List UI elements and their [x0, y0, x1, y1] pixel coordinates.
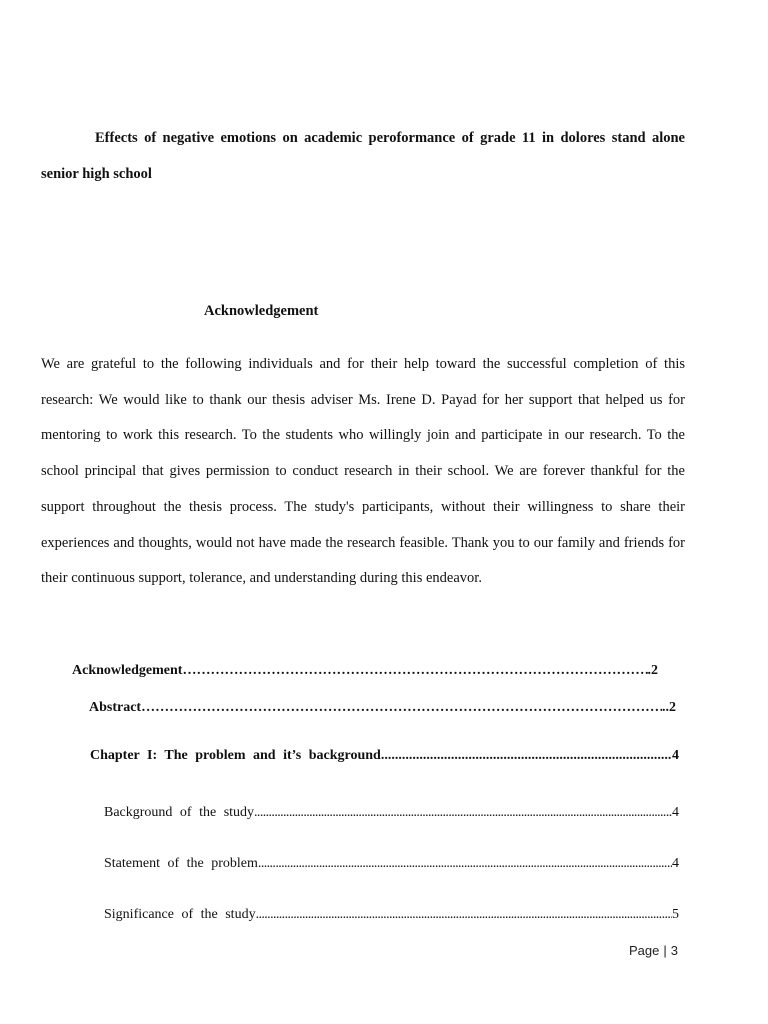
toc-entry-significance-of-study[interactable]	[104, 907, 679, 923]
toc-entry-label: Abstract	[89, 700, 142, 715]
document-title: Effects of negative emotions on academic peroformance of grade 11 in dolores stand alone senior high school	[41, 130, 685, 182]
page-number: 3	[670, 943, 678, 958]
toc-entry-statement-of-problem[interactable]	[104, 856, 679, 872]
toc-leader-dots	[381, 748, 672, 764]
toc-leader-dots	[256, 907, 672, 923]
toc-entry-label: Chapter I: The problem and it’s background	[90, 748, 381, 763]
page-label: Page	[629, 943, 660, 958]
toc-entry-background-of-study[interactable]	[104, 805, 679, 821]
toc-entry-page: .2	[647, 663, 658, 678]
page-number-footer	[629, 943, 678, 958]
acknowledgement-body: We are grateful to the following individuals and for their help toward the successful completion of this research: We would like to thank our thesis adviser Ms. Irene D. Payad for her support that helped us for mentoring to work this research. To the students who willingly join and participate in our research. To the school principal that gives permission to conduct research in their school. We are forever thankful for the support throughout the thesis process. The study's participants, without their willingness to share their experiences and thoughts, would not have made the research feasible. Thank you to our family and friends for their continuous support, tolerance, and understanding during this endeavor.	[41, 356, 685, 587]
toc-entry-acknowledgement[interactable]	[72, 663, 658, 679]
toc-entry-page: 4	[672, 805, 679, 820]
toc-leader-dots	[182, 663, 647, 679]
toc-entry-label: Significance of the study	[104, 907, 256, 922]
page-separator: |	[663, 943, 667, 958]
toc-entry-abstract[interactable]	[89, 700, 676, 716]
toc-entry-page: ..2	[662, 700, 676, 715]
toc-entry-page: 5	[672, 907, 679, 922]
toc-entry-label: Statement of the problem	[104, 856, 258, 871]
toc-leader-dots	[258, 856, 672, 872]
toc-leader-dots	[141, 700, 662, 716]
toc-leader-dots	[254, 805, 672, 821]
toc-entry-label: Acknowledgement	[72, 663, 183, 678]
toc-entry-label: Background of the study	[104, 805, 255, 820]
toc-entry-page: 4	[672, 856, 679, 871]
toc-entry-page: 4	[672, 748, 679, 763]
acknowledgement-heading: Acknowledgement	[204, 303, 319, 319]
toc-entry-chapter-1[interactable]	[90, 748, 679, 764]
